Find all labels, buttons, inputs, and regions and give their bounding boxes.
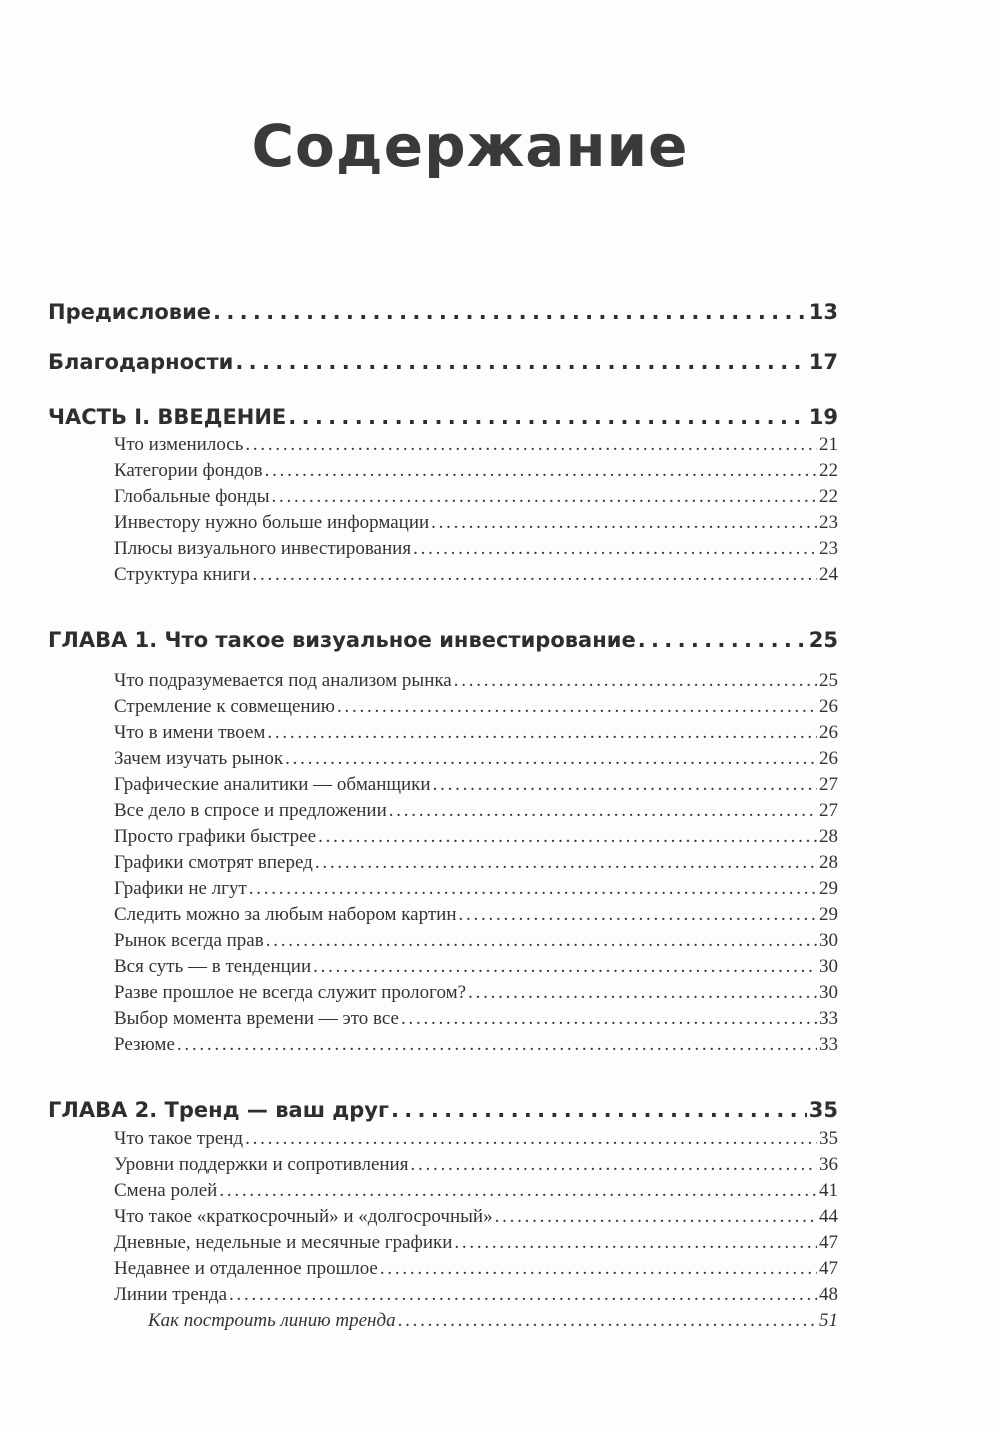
dot-leader <box>245 1128 817 1150</box>
toc-section-entry <box>114 930 838 952</box>
toc-heading-entry <box>48 405 838 429</box>
dot-leader <box>267 722 817 744</box>
toc-entry-page-number: 36 <box>819 1154 838 1175</box>
toc-entry-label: Благодарности <box>48 350 234 374</box>
toc-entry-page-number: 48 <box>819 1284 838 1305</box>
toc-entry-label: Уровни поддержки и сопротивления <box>114 1154 409 1175</box>
toc-entry-label: Плюсы визуального инвестирования <box>114 538 412 559</box>
dot-leader <box>398 1310 817 1332</box>
dot-leader <box>431 512 817 534</box>
toc-entry-label: Что такое тренд <box>114 1128 244 1149</box>
dot-leader <box>380 1258 817 1280</box>
dot-leader <box>285 748 817 770</box>
toc-entry-page-number: 51 <box>819 1310 838 1331</box>
dot-leader <box>229 1284 817 1306</box>
dot-leader <box>401 1008 817 1030</box>
toc-entry-label: Категории фондов <box>114 460 263 481</box>
toc-section-entry <box>114 1180 838 1202</box>
toc-entry-label: Вся суть — в тенденции <box>114 956 312 977</box>
toc-entry-label: Смена ролей <box>114 1180 218 1201</box>
toc-entry-page-number: 25 <box>808 628 838 652</box>
toc-entry-page-number: 27 <box>819 774 838 795</box>
toc-entry-label: Рынок всегда прав <box>114 930 264 951</box>
toc-entry-page-number: 19 <box>808 405 838 429</box>
toc-entry-label: Структура книги <box>114 564 251 585</box>
toc-entry-label: Глобальные фонды <box>114 486 270 507</box>
toc-section-entry <box>114 434 838 456</box>
dot-leader <box>410 1154 817 1176</box>
toc-entry-page-number: 22 <box>819 460 838 481</box>
dot-leader <box>249 878 817 900</box>
toc-entry-page-number: 13 <box>808 300 838 324</box>
toc-entry-label: Недавнее и отдаленное прошлое <box>114 1258 378 1279</box>
toc-entry-label: Стремление к совмещению <box>114 696 335 717</box>
dot-leader <box>252 564 817 586</box>
dot-leader <box>413 538 817 560</box>
dot-leader <box>177 1034 817 1056</box>
toc-heading-entry <box>48 1098 838 1122</box>
toc-section-entry <box>114 774 838 796</box>
dot-leader <box>213 300 807 324</box>
dot-leader <box>245 434 817 456</box>
toc-entry-page-number: 25 <box>819 670 838 691</box>
toc-entry-label: Что изменилось <box>114 434 244 455</box>
toc-entry-page-number: 33 <box>819 1008 838 1029</box>
toc-entry-page-number: 21 <box>819 434 838 455</box>
toc-entry-label: Графические аналитики — обманщики <box>114 774 431 795</box>
dot-leader <box>454 670 817 692</box>
toc-entry-page-number: 28 <box>819 852 838 873</box>
dot-leader <box>495 1206 817 1228</box>
dot-leader <box>288 405 806 429</box>
toc-section-entry <box>114 1128 838 1150</box>
dot-leader <box>318 826 817 848</box>
toc-entry-label: Все дело в спросе и предложении <box>114 800 387 821</box>
toc-entry-page-number: 22 <box>819 486 838 507</box>
toc-entry-page-number: 29 <box>819 878 838 899</box>
toc-entry-label: Следить можно за любым набором картин <box>114 904 457 925</box>
toc-section-entry <box>114 538 838 560</box>
toc-section-entry <box>114 826 838 848</box>
toc-entry-label: Как построить линию тренда <box>148 1310 396 1331</box>
dot-leader <box>468 982 817 1004</box>
toc-entry-page-number: 47 <box>819 1258 838 1279</box>
dot-leader <box>313 956 817 978</box>
toc-entry-label: Что такое «краткосрочный» и «долгосрочный» <box>114 1206 493 1227</box>
toc-section-entry <box>114 486 838 508</box>
toc-entry-label: Инвестору нужно больше информации <box>114 512 430 533</box>
toc-entry-page-number: 26 <box>819 748 838 769</box>
toc-entry-page-number: 17 <box>808 350 838 374</box>
toc-heading-entry <box>48 628 838 652</box>
dot-leader <box>454 1232 817 1254</box>
toc-entry-label: Графики не лгут <box>114 878 247 899</box>
dot-leader <box>265 460 817 482</box>
toc-section-entry <box>114 852 838 874</box>
toc-entry-page-number: 28 <box>819 826 838 847</box>
toc-entry-page-number: 27 <box>819 800 838 821</box>
toc-entry-label: ГЛАВА 1. Что такое визуальное инвестирование <box>48 628 636 652</box>
toc-entry-label: Выбор момента времени — это все <box>114 1008 399 1029</box>
toc-section-entry <box>114 956 838 978</box>
dot-leader <box>219 1180 817 1202</box>
toc-section-entry <box>114 982 838 1004</box>
toc-entry-label: Что подразумевается под анализом рынка <box>114 670 452 691</box>
toc-section-entry <box>114 800 838 822</box>
dot-leader <box>266 930 817 952</box>
toc-entry-label: Графики смотрят вперед <box>114 852 313 873</box>
toc-entry-page-number: 26 <box>819 696 838 717</box>
toc-section-entry <box>114 1034 838 1056</box>
toc-entry-page-number: 30 <box>819 982 838 1003</box>
toc-section-entry <box>114 696 838 718</box>
toc-entry-page-number: 23 <box>819 538 838 559</box>
toc-entry-page-number: 41 <box>819 1180 838 1201</box>
toc-section-entry <box>114 1154 838 1176</box>
toc-entry-label: Что в имени твоем <box>114 722 266 743</box>
toc-entry-label: Предисловие <box>48 300 212 324</box>
toc-section-entry <box>114 460 838 482</box>
toc-entry-label: Резюме <box>114 1034 175 1055</box>
toc-section-entry <box>114 512 838 534</box>
toc-entry-page-number: 29 <box>819 904 838 925</box>
toc-section-entry <box>114 748 838 770</box>
toc-entry-label: ЧАСТЬ I. ВВЕДЕНИЕ <box>48 405 287 429</box>
dot-leader <box>638 628 807 652</box>
toc-heading-entry <box>48 300 838 324</box>
toc-section-entry <box>114 564 838 586</box>
toc-entry-label: Зачем изучать рынок <box>114 748 284 769</box>
toc-section-entry <box>114 1232 838 1254</box>
dot-leader <box>271 486 817 508</box>
toc-entry-page-number: 23 <box>819 512 838 533</box>
toc-entry-label: Разве прошлое не всегда служит прологом? <box>114 982 467 1003</box>
toc-entry-page-number: 44 <box>819 1206 838 1227</box>
dot-leader <box>389 800 817 822</box>
toc-entry-label: Дневные, недельные и месячные графики <box>114 1232 453 1253</box>
dot-leader <box>337 696 817 718</box>
toc-entry-label: Просто графики быстрее <box>114 826 317 847</box>
toc-entry-label: ГЛАВА 2. Тренд — ваш друг <box>48 1098 389 1122</box>
toc-entry-page-number: 47 <box>819 1232 838 1253</box>
dot-leader <box>235 350 806 374</box>
toc-entry-page-number: 30 <box>819 930 838 951</box>
toc-section-entry <box>114 722 838 744</box>
toc-entry-label: Линии тренда <box>114 1284 228 1305</box>
toc-section-entry <box>114 1284 838 1306</box>
dot-leader <box>315 852 817 874</box>
toc-section-entry <box>114 878 838 900</box>
toc-section-entry <box>114 904 838 926</box>
toc-entry-page-number: 30 <box>819 956 838 977</box>
toc-entry-page-number: 33 <box>819 1034 838 1055</box>
toc-heading-entry <box>48 350 838 374</box>
dot-leader <box>459 904 817 926</box>
toc-entry-page-number: 24 <box>819 564 838 585</box>
toc-entry-page-number: 35 <box>819 1128 838 1149</box>
toc-section-entry <box>114 670 838 692</box>
dot-leader <box>433 774 817 796</box>
toc-subsection-entry <box>148 1310 838 1332</box>
toc-entry-page-number: 35 <box>808 1098 838 1122</box>
toc-section-entry <box>114 1206 838 1228</box>
toc-section-entry <box>114 1258 838 1280</box>
page-title: Содержание <box>251 112 689 180</box>
toc-section-entry <box>114 1008 838 1030</box>
dot-leader <box>391 1098 807 1122</box>
toc-entry-page-number: 26 <box>819 722 838 743</box>
